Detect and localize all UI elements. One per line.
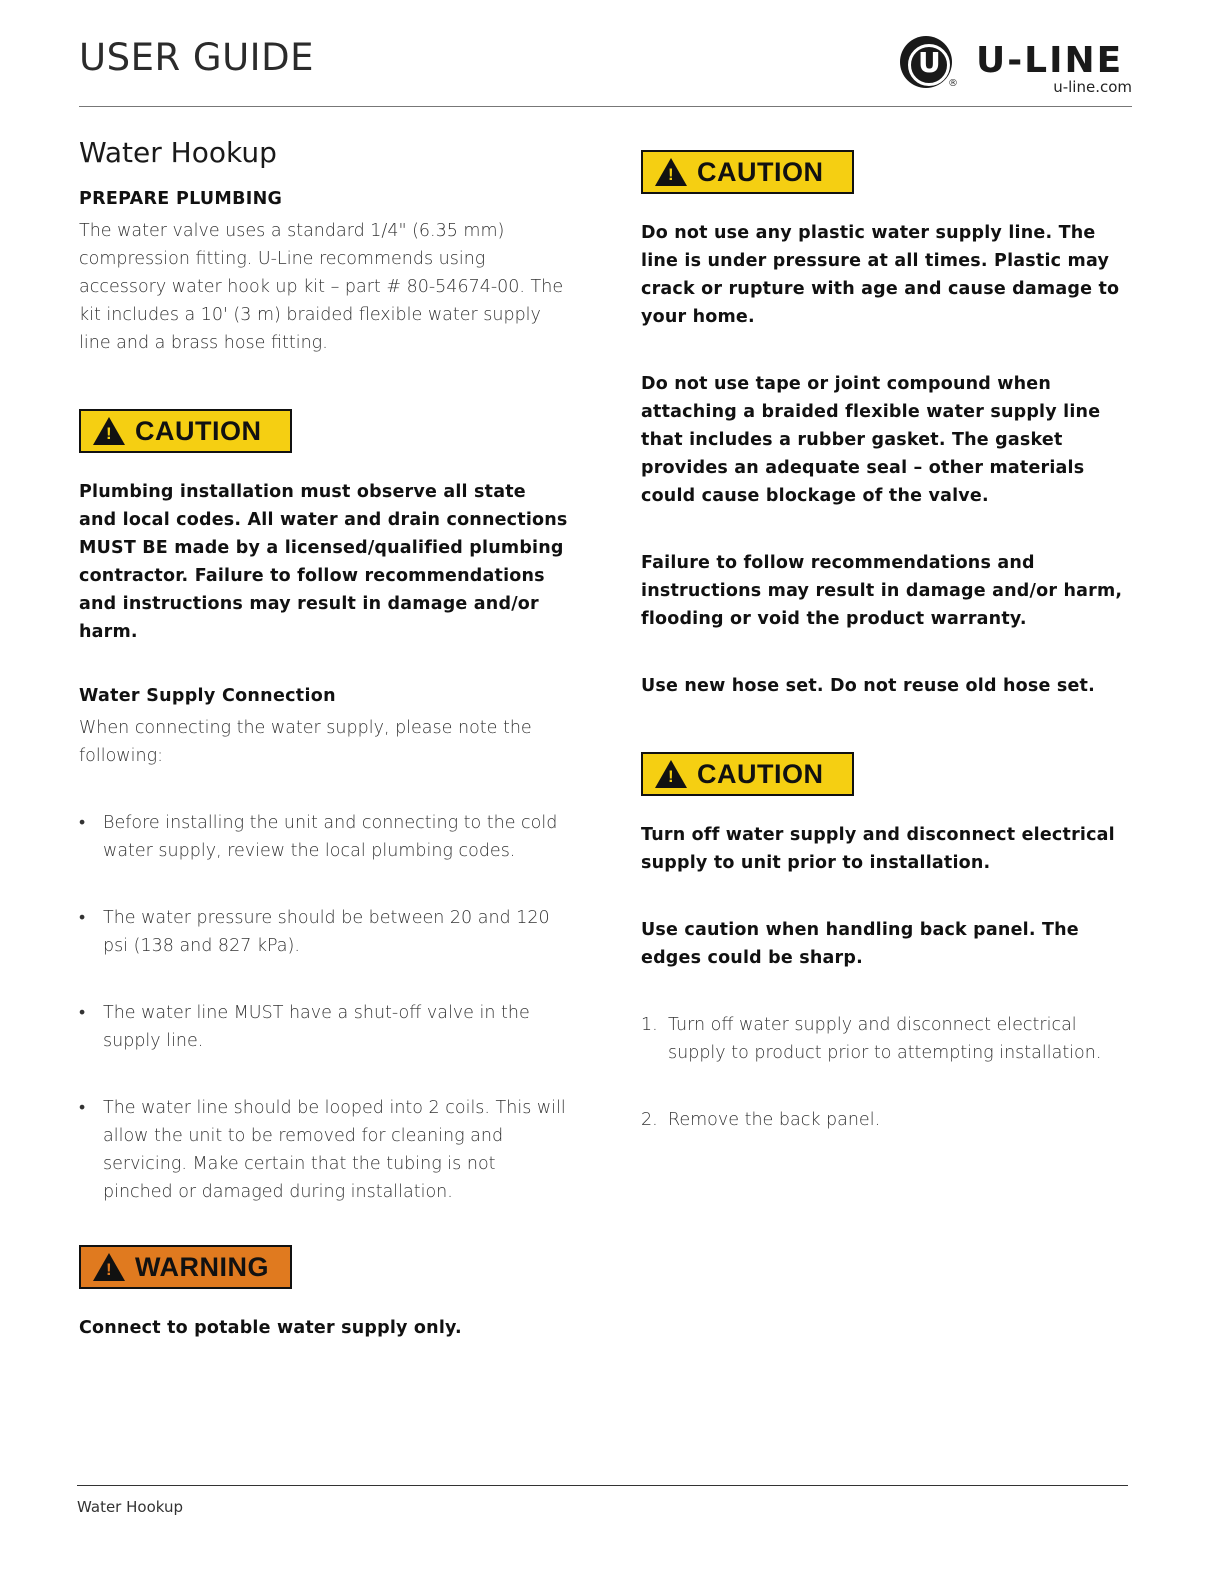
plumbing-caution-text: Plumbing installation must observe all state and local codes. All water and drain connections MUST BE made by a licensed/qualified plumbing contractor. Failure to follow recommendations and instructions may result in damage and/or harm. — [79, 482, 568, 642]
caution-paragraph: Failure to follow recommendations and instructions may result in damage and/or harm, flooding or void the product warranty. — [641, 553, 1123, 629]
caution-paragraph: Use new hose set. Do not reuse old hose set. — [641, 676, 1095, 696]
caution-paragraph: Use caution when handling back panel. The edges could be sharp. — [641, 920, 1079, 968]
warning-label: WARNING — [135, 1251, 269, 1282]
water-supply-list — [79, 809, 569, 1206]
caution-label: CAUTION — [697, 156, 824, 187]
warning-triangle-icon: ! — [655, 158, 687, 186]
page-header-title: USER GUIDE — [79, 36, 314, 79]
caution-label-box — [79, 409, 292, 453]
step-number: 2. — [641, 1110, 658, 1130]
header-divider — [79, 106, 1132, 107]
water-supply-heading: Water Supply Connection — [79, 686, 336, 706]
list-item: • The water line should be looped into 2 coils. This will allow the unit to be removed for cleaning and servicing. Make certain that the tubing is not pinched or damaged during installation. — [79, 1094, 569, 1206]
warning-text: Connect to potable water supply only. — [79, 1318, 462, 1338]
prepare-plumbing-heading: PREPARE PLUMBING — [79, 189, 283, 209]
logo-registered-mark: ® — [948, 78, 958, 89]
caution-label-box — [641, 150, 854, 194]
step-number: 1. — [641, 1015, 658, 1035]
right-column — [641, 150, 1131, 1173]
step-text: Remove the back panel. — [668, 1110, 881, 1130]
list-item — [641, 1011, 1131, 1067]
list-item: • The water line MUST have a shut-off valve in the supply line. — [79, 999, 569, 1055]
footer-divider — [77, 1485, 1128, 1486]
caution-label-box — [641, 752, 854, 796]
footer-section-name: Water Hookup — [77, 1498, 183, 1516]
logo-mark-icon — [900, 36, 952, 88]
list-item — [641, 1106, 1131, 1134]
section-title: Water Hookup — [79, 136, 277, 169]
brand-logo — [898, 34, 1134, 96]
list-item: • Before installing the unit and connecting to the cold water supply, review the local plumbing codes. — [79, 809, 569, 865]
warning-label-box — [79, 1245, 292, 1289]
warning-triangle-icon: ! — [93, 417, 125, 445]
logo-wordmark: U-LINE — [976, 40, 1124, 81]
caution-paragraph: Do not use tape or joint compound when attaching a braided flexible water supply line that includes a rubber gasket. The gasket provides an adequate seal – other materials could cause blockage of the valve. — [641, 374, 1101, 506]
step-text: Turn off water supply and disconnect electrical supply to product prior to attempting installation. — [668, 1015, 1102, 1063]
warning-triangle-icon: ! — [93, 1253, 125, 1281]
caution-paragraph: Do not use any plastic water supply line. The line is under pressure at all times. Plastic may crack or rupture with age and cause damage to your home. — [641, 223, 1120, 327]
caution-paragraph: Turn off water supply and disconnect electrical supply to unit prior to installation. — [641, 825, 1115, 873]
water-supply-intro: When connecting the water supply, please note the following: — [79, 718, 532, 766]
caution-label: CAUTION — [135, 415, 262, 446]
website-url: u-line.com — [1053, 78, 1132, 96]
logo-mark-letter: U — [918, 46, 941, 79]
list-item: • The water pressure should be between 20 and 120 psi (138 and 827 kPa). — [79, 904, 569, 960]
caution-label: CAUTION — [697, 758, 824, 789]
installation-steps — [641, 1011, 1131, 1134]
warning-triangle-icon: ! — [655, 760, 687, 788]
prepare-plumbing-text: The water valve uses a standard 1/4" (6.35 mm) compression fitting. U-Line recommends using accessory water hook up kit – part # 80-54674-00. The kit includes a 10' (3 m) braided flexible water supply line and a brass hose fitting. — [79, 221, 564, 353]
left-column — [79, 136, 569, 1342]
